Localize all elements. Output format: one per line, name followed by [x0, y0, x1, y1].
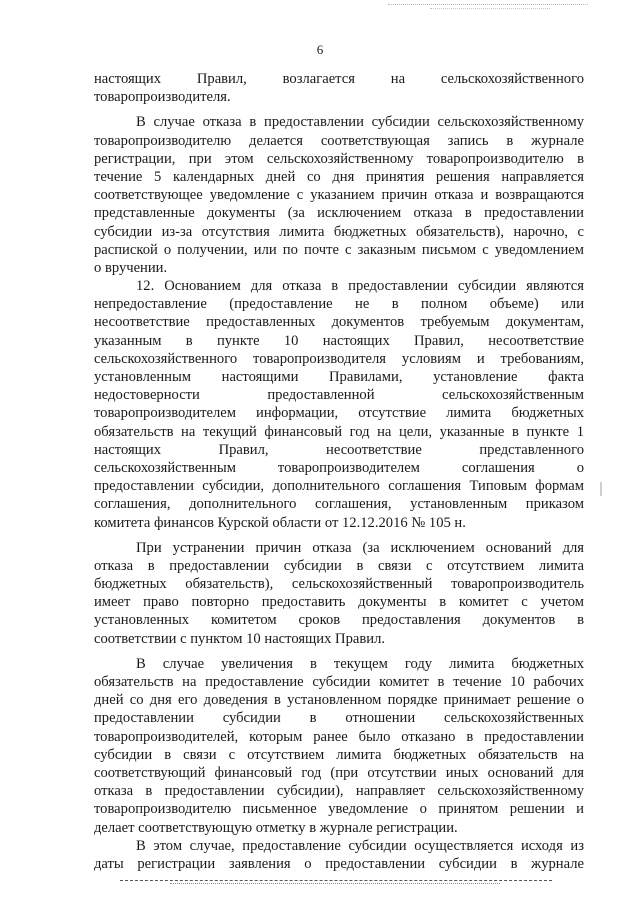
text-line: соответствии с пунктом 10 настоящих Правил. [94, 630, 385, 647]
margin-artifact [600, 482, 602, 496]
text-line: В случае увеличения в текущем году лимита бюджетных [136, 655, 584, 672]
text-line: представленные документы (за исключением отказа в предоставлении [94, 205, 584, 222]
text-line: указанным в пункте 10 настоящих Правил, несоответствие [94, 332, 584, 349]
text-line: отказа в предоставлении субсидии в связи с отсутствием лимита [94, 557, 584, 574]
text-line: субсидии из-за отсутствия лимита бюджетных обязательств), нарочно, с [94, 223, 584, 240]
scan-artifact-bottom-secondary [170, 883, 500, 884]
text-line: непредоставление (предоставление не в полном объеме) или [94, 296, 584, 313]
text-line: о вручении. [94, 259, 168, 276]
text-line: бюджетных обязательств), сельскохозяйственный товаропроизводитель [94, 576, 584, 593]
text-line: отказа в предоставлении субсидии), направляет сельскохозяйственному [94, 783, 584, 800]
text-line: настоящих Правил, возлагается на сельскохозяйственного [94, 71, 584, 87]
text-line: обязательств на предоставление субсидии комитет в течение 10 рабочих [94, 674, 584, 690]
text-line: товаропроизводителю письменное уведомление о принятом решении и [94, 801, 584, 818]
text-line: В случае отказа в предоставлении субсидии сельскохозяйственному [136, 114, 584, 131]
scan-artifact-top [388, 4, 588, 5]
body-text [94, 70, 584, 873]
text-line: В этом случае, предоставление субсидии осуществляется исходя из [136, 837, 584, 854]
text-line: установленных комитетом сроков предоставления документов в [94, 612, 584, 629]
text-line: 12. Основанием для отказа в предоставлении субсидии являются [136, 278, 584, 295]
text-line: регистрации, при этом сельскохозяйственному товаропроизводителю в [94, 150, 584, 167]
text-line: субсидии в связи с отсутствием лимита бюджетных обязательств на [94, 746, 584, 763]
text-line: несоответствие предоставленных документов требуемым документам, [94, 314, 584, 331]
text-line: сельскохозяйственным товаропроизводителем соглашения о [94, 459, 584, 476]
text-line: При устранении причин отказа (за исключением оснований для [136, 539, 584, 556]
text-line: настоящих Правил, несоответствие представленного [94, 441, 584, 458]
text-line: обязательств на текущий финансовый год на цели, указанные в пункте 1 [94, 423, 584, 440]
text-line: предоставлении субсидии в отношении сельскохозяйственных [94, 710, 584, 727]
scan-artifact-bottom [120, 880, 552, 881]
text-line: товаропроизводителя. [94, 89, 231, 106]
text-line: товаропроизводителем информации, отсутствие лимита бюджетных [94, 405, 584, 422]
text-line: соглашения, дополнительного соглашения, установленным приказом [94, 496, 584, 513]
page-number: 6 [316, 42, 324, 57]
text-line: имеет право повторно предоставить документы в комитет с учетом [94, 594, 584, 611]
text-line: распиской о получении, или по почте с заказным письмом с уведомлением [94, 241, 584, 258]
text-line: установленным настоящими Правилами, установление факта [94, 369, 584, 385]
text-line: течение 5 календарных дней со дня принятия решения направляется [94, 168, 584, 185]
text-line: соответствующее уведомление с указанием причин отказа и возвращаются [94, 187, 584, 204]
text-line: предоставлении субсидии, дополнительного соглашения Типовым формам [94, 478, 584, 495]
text-line: товаропроизводителей, которым ранее было отказано в предоставлении [94, 728, 584, 745]
text-line: недостоверности предоставленной сельскохозяйственным [94, 387, 584, 404]
text-line: товаропроизводителю делается соответствующая запись в журнале [94, 132, 584, 149]
text-line: комитета финансов Курской области от 12.12.2016 № 105 н. [94, 514, 466, 531]
text-line: делает соответствующую отметку в журнале регистрации. [94, 819, 458, 836]
scan-artifact-top-secondary [430, 8, 550, 9]
text-line: сельскохозяйственного товаропроизводителя условиям и требованиям, [94, 350, 584, 367]
text-line: соответствующий финансовый год (при отсутствии иных оснований для [94, 764, 584, 781]
text-line: даты регистрации заявления о предоставлении субсидии в журнале [94, 855, 584, 872]
text-line: дней со дня его доведения в установленном порядке принимает решение о [94, 692, 584, 709]
